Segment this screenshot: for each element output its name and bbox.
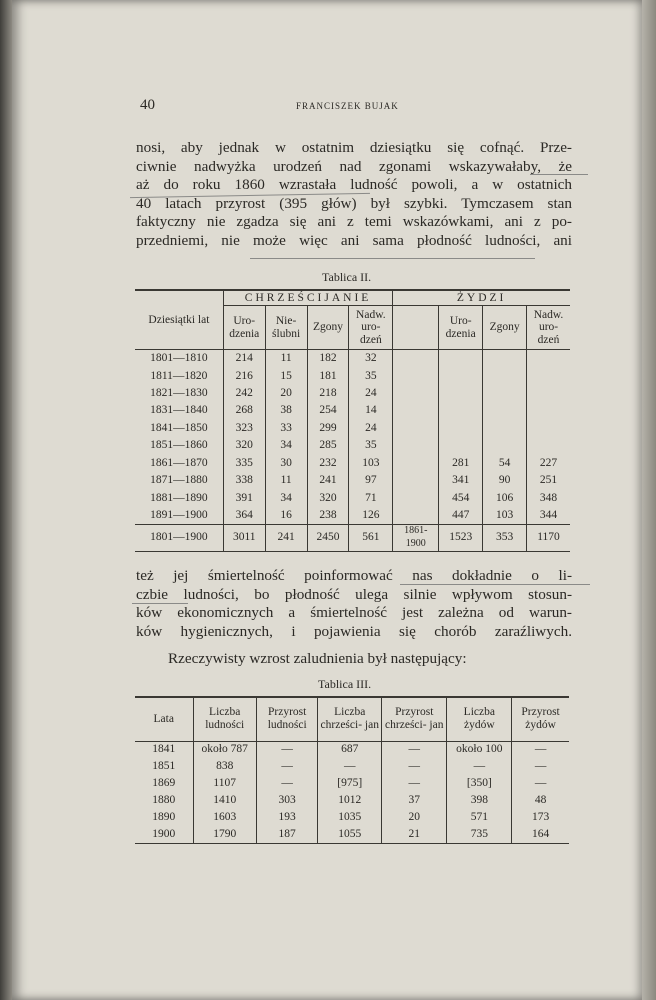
table-2-cell — [527, 367, 570, 384]
text-line: 40 latach przyrost (395 głów) był szybki. Tymczasem stan — [136, 194, 572, 212]
table-2-total-cell: 241 — [265, 524, 307, 551]
table-3-cell: 398 — [447, 792, 512, 809]
text-line: faktyczny nie zgadza się ani z temi wskazówkami, ani z po- — [136, 213, 572, 231]
table-2-cell: 16 — [265, 507, 307, 524]
table-3-cell: 687 — [318, 741, 382, 758]
table-2-row — [135, 350, 570, 367]
table-3-row — [135, 809, 569, 826]
table-2-cell: 364 — [223, 507, 265, 524]
table-2-cell: 126 — [362, 508, 380, 521]
table-2-group-christians: CHRZEŚCIJANIE — [223, 290, 392, 306]
table-3-cell: 1851 — [152, 759, 176, 772]
table-2-cell — [393, 472, 439, 489]
table-2-cell: 241 — [307, 472, 349, 489]
table-2-cell: 1891—1900 — [135, 507, 223, 524]
table-2-total-cell: 3011 — [223, 524, 265, 551]
table-3-cell: 303 — [256, 792, 318, 809]
table-3-header: Przyrost chrześci- jan — [382, 697, 447, 741]
table-2-cell — [393, 507, 439, 524]
table-2-header-decades: Dziesiątki lat — [135, 290, 223, 350]
table-2-cell: 227 — [539, 456, 558, 469]
text-line: ciwnie nadwyżka urodzeń nad zgonami wskazywałaby, że — [136, 157, 572, 175]
table-3-cell: — — [512, 758, 569, 775]
table-2-cell: 454 — [439, 489, 483, 506]
table-3-header: Liczba chrześci- jan — [318, 697, 382, 741]
table-2-cell: 320 — [307, 489, 349, 506]
table-3-row — [135, 758, 569, 775]
table-3-cell: — — [382, 775, 447, 792]
paragraph-2 — [136, 567, 572, 641]
table-2-cell — [439, 437, 483, 454]
table-3-cell: [350] — [447, 775, 512, 792]
table-2-cell — [527, 402, 570, 419]
table-2 — [135, 289, 570, 552]
table-2-total-cell: 1861-1900 — [393, 524, 439, 551]
table-2-cell: 391 — [223, 489, 265, 506]
pencil-underline — [530, 174, 588, 175]
table-3-row — [135, 826, 569, 843]
table-2-cell — [393, 489, 439, 506]
table-2-cell: 15 — [265, 367, 307, 384]
text-line: przedniemi, nie może więc ani sama płodność ludności, ani — [136, 231, 572, 249]
table-2-cell: 1831—1840 — [135, 402, 223, 419]
table-2-cell: 34 — [265, 437, 307, 454]
table-2-header-births-jews: Uro- dzenia — [439, 306, 483, 350]
table-3-cell: — — [256, 758, 318, 775]
table-2-cell: 344 — [539, 508, 558, 521]
table-2-cell — [527, 350, 570, 367]
table-3-cell: 1790 — [193, 826, 256, 843]
table-2-cell: 447 — [439, 507, 483, 524]
table-2-cell — [439, 385, 483, 402]
table-2-cell — [393, 437, 439, 454]
table-3-cell: około 787 — [193, 741, 256, 758]
table-2-cell: 181 — [307, 367, 349, 384]
table-2-header-blank — [393, 306, 439, 350]
table-2-cell: 24 — [365, 386, 377, 399]
table-2-cell: 1811—1820 — [135, 367, 223, 384]
table-3-cell: 193 — [256, 809, 318, 826]
table-3-cell: 1900 — [135, 826, 193, 843]
table-2-cell: 268 — [223, 402, 265, 419]
table-2-header-illegitimate: Nie- ślubni — [265, 306, 307, 350]
table-3-header: Lata — [135, 697, 193, 741]
table-2-cell: 341 — [439, 472, 483, 489]
table-3-row — [135, 775, 569, 792]
table-2-total-cell: 561 — [349, 524, 393, 551]
table-2-group-jews: ŻYDZI — [393, 290, 570, 306]
text-line: czbie ludności, bo płodność ulega silnie wpływom stosun- — [136, 585, 572, 603]
table-3-cell: — — [318, 758, 382, 775]
table-2-header-deaths-jews: Zgony — [483, 306, 527, 350]
text-line: nosi, aby jednak w ostatnim dziesiątku się cofnąć. Prze- — [136, 139, 572, 156]
table-3-cell: 20 — [382, 809, 447, 826]
table-2-cell: 238 — [307, 507, 349, 524]
table-2-cell: 1821—1830 — [135, 385, 223, 402]
table-2-cell: 103 — [362, 456, 380, 469]
table-3 — [135, 696, 569, 844]
pencil-underline — [132, 603, 188, 604]
table-3-cell: 1890 — [152, 810, 176, 823]
table-2-row — [135, 385, 570, 402]
table-2-cell: 35 — [365, 439, 377, 452]
table-2-cell: 97 — [365, 474, 377, 487]
table-2-cell — [393, 402, 439, 419]
table-3-cell: — — [512, 775, 569, 792]
table-2-cell: 11 — [265, 472, 307, 489]
table-2-cell: 24 — [365, 421, 377, 434]
page-edge — [642, 0, 656, 1000]
table-3-cell: 164 — [512, 826, 569, 843]
table-2-cell: 335 — [223, 454, 265, 471]
table-2-cell — [483, 420, 527, 437]
table-2-cell — [393, 385, 439, 402]
table-2-cell: 32 — [365, 352, 377, 365]
table-3-cell: 173 — [512, 809, 569, 826]
table-3-row — [135, 741, 569, 758]
table-2-cell: 30 — [265, 454, 307, 471]
text-line: ków ekonomicznych a śmiertelność jest zależna od warun- — [136, 604, 572, 622]
table-2-row — [135, 402, 570, 419]
table-3-cell: 735 — [447, 826, 512, 843]
table-2-cell: 1851—1860 — [135, 437, 223, 454]
table-3-cell: 1107 — [193, 775, 256, 792]
table-3-caption: Tablica III. — [318, 677, 372, 691]
table-2-total-cell: 2450 — [307, 524, 349, 551]
table-2-cell — [483, 402, 527, 419]
table-2-header-surplus-jews: Nadw. uro- dzeń — [527, 306, 570, 350]
table-2-cell: 299 — [307, 420, 349, 437]
table-2-cell: 90 — [483, 472, 527, 489]
table-2-cell: 281 — [439, 454, 483, 471]
page-number: 40 — [140, 97, 155, 113]
table-3-cell: 187 — [256, 826, 318, 843]
table-3-cell: 1841 — [152, 743, 176, 756]
table-2-cell: 216 — [223, 367, 265, 384]
table-2-cell — [527, 437, 570, 454]
table-2-cell: 103 — [483, 507, 527, 524]
table-3-header: Liczba ludności — [193, 697, 256, 741]
table-2-cell — [393, 454, 439, 471]
table-3-header: Liczba żydów — [447, 697, 512, 741]
table-3-cell: — — [256, 775, 318, 792]
table-2-total-cell: 1170 — [527, 524, 570, 551]
table-2-row — [135, 437, 570, 454]
table-2-cell — [393, 350, 439, 367]
table-2-header-surplus: Nadw. uro- dzeń — [349, 306, 393, 350]
table-2-cell: 106 — [483, 489, 527, 506]
text-line: też jej śmiertelność poinformować nas dokładnie o li- — [136, 567, 572, 584]
text-line: aż do roku 1860 wzrastała ludność powoli, a w ostatnich — [136, 176, 572, 194]
table-3-cell: 1012 — [318, 792, 382, 809]
table-2-row — [135, 454, 570, 471]
table-2-cell: 20 — [265, 385, 307, 402]
table-2-cell — [527, 420, 570, 437]
table-2-cell — [483, 367, 527, 384]
text-line: ków hygienicznych, i pojawienia się chorób zaraźliwych. — [136, 622, 572, 640]
table-3-cell: 571 — [447, 809, 512, 826]
table-2-cell: 182 — [307, 350, 349, 367]
table-2-caption: Tablica II. — [322, 270, 372, 284]
book-spine-shadow — [0, 0, 12, 1000]
table-3-cell: około 100 — [447, 741, 512, 758]
table-2-cell — [439, 367, 483, 384]
paragraph-3 — [168, 650, 572, 669]
pencil-underline — [250, 258, 535, 259]
table-2-row — [135, 489, 570, 506]
table-2-cell: 34 — [265, 489, 307, 506]
table-2-cell: 1861—1870 — [135, 454, 223, 471]
table-2-cell: 242 — [223, 385, 265, 402]
table-2-cell — [483, 437, 527, 454]
table-2-cell: 1801—1810 — [135, 350, 223, 367]
table-2-row — [135, 367, 570, 384]
table-3-cell: 1880 — [152, 793, 176, 806]
table-2-total-cell: 1523 — [439, 524, 483, 551]
page-header — [140, 97, 570, 117]
table-3-cell: 1410 — [193, 792, 256, 809]
table-2-cell: 285 — [307, 437, 349, 454]
table-2-row — [135, 420, 570, 437]
table-2-cell: 323 — [223, 420, 265, 437]
table-2-cell: 14 — [365, 404, 377, 417]
table-2-header-deaths: Zgony — [307, 306, 349, 350]
table-3-row — [135, 792, 569, 809]
table-2-total-cell: 1801—1900 — [135, 524, 223, 551]
table-2-cell — [483, 385, 527, 402]
table-2-cell: 348 — [539, 491, 558, 504]
table-3-cell: 1035 — [318, 809, 382, 826]
table-2-cell: 33 — [265, 420, 307, 437]
table-2-cell: 1871—1880 — [135, 472, 223, 489]
table-2-cell: 38 — [265, 402, 307, 419]
table-2-cell — [393, 420, 439, 437]
table-2-cell: 1841—1850 — [135, 420, 223, 437]
table-2-cell — [393, 367, 439, 384]
table-3-cell: 1055 — [318, 826, 382, 843]
table-2-row — [135, 507, 570, 524]
table-2-cell: 338 — [223, 472, 265, 489]
table-3-cell: — — [447, 758, 512, 775]
table-2-cell: 54 — [483, 454, 527, 471]
table-2-cell — [483, 350, 527, 367]
table-2-cell — [439, 350, 483, 367]
table-2-total-cell: 353 — [483, 524, 527, 551]
pencil-underline — [400, 584, 590, 585]
table-2-row — [135, 472, 570, 489]
table-2-cell: 218 — [307, 385, 349, 402]
table-3-cell: — — [382, 758, 447, 775]
table-3-cell: — — [382, 741, 447, 758]
table-2-cell — [527, 385, 570, 402]
table-3-cell: 48 — [512, 792, 569, 809]
table-2-cell: 214 — [223, 350, 265, 367]
table-3-cell: 1869 — [152, 776, 176, 789]
table-2-cell: 71 — [365, 491, 377, 504]
table-2-cell — [439, 420, 483, 437]
table-2-cell: 35 — [365, 369, 377, 382]
table-3-cell: [975] — [318, 775, 382, 792]
text-line: Rzeczywisty wzrost zaludnienia był następujący: — [168, 650, 467, 667]
table-2-cell: 251 — [539, 474, 558, 487]
table-2-cell: 11 — [265, 350, 307, 367]
running-head: FRANCISZEK BUJAK — [296, 101, 399, 111]
paragraph-1 — [136, 139, 572, 251]
table-2-cell: 232 — [307, 454, 349, 471]
table-3-header: Przyrost ludności — [256, 697, 318, 741]
table-3-cell: 838 — [193, 758, 256, 775]
table-2-header-births: Uro- dzenia — [223, 306, 265, 350]
table-3-header: Przyrost żydów — [512, 697, 569, 741]
table-3-cell: 1603 — [193, 809, 256, 826]
table-3-cell: — — [256, 741, 318, 758]
table-3-cell: 37 — [382, 792, 447, 809]
table-3-cell: 21 — [382, 826, 447, 843]
table-2-cell — [439, 402, 483, 419]
table-3-cell: — — [512, 741, 569, 758]
table-2-cell: 254 — [307, 402, 349, 419]
table-2-cell: 320 — [223, 437, 265, 454]
table-2-cell: 1881—1890 — [135, 489, 223, 506]
